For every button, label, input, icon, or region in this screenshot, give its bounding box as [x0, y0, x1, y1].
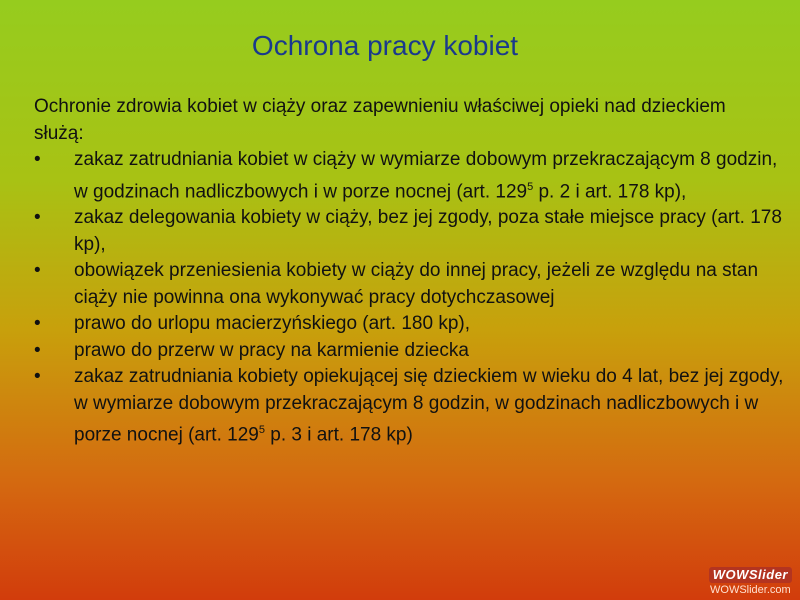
list-item-text-end: p. 3 i art. 178 kp) — [264, 424, 413, 446]
list-item — [34, 338, 784, 365]
list-item-text: zakaz zatrudniania kobiety opiekującej się dzieckiem w wieku do 4 lat, bez jej zgody, w wymiarze dobowym przekraczającym 8 godzin, w godzinach nadliczbowych i w porze nocnej (art. 129 — [74, 366, 784, 446]
list-item — [34, 147, 784, 205]
list-item-text: prawo do przerw w pracy na karmienie dziecka — [74, 339, 469, 361]
list-item-text: zakaz zatrudniania kobiet w ciąży w wymiarze dobowym przekraczającym 8 godzin, w godzinach nadliczbowych i w porze nocnej (art. 129 — [74, 149, 778, 202]
bullet-icon: • — [34, 313, 41, 335]
superscript: 5 — [527, 180, 534, 193]
list-item — [34, 205, 784, 258]
bullet-icon: • — [34, 207, 41, 229]
wowslider-url: WOWSlider.com — [710, 584, 791, 596]
list-item — [34, 258, 784, 311]
wowslider-logo: WOWSlider — [709, 567, 792, 583]
bullet-icon: • — [34, 339, 41, 361]
superscript: 5 — [258, 424, 265, 437]
list-item-text: zakaz delegowania kobiety w ciąży, bez jej zgody, poza stałe miejsce pracy (art. 178 kp), — [74, 207, 782, 255]
bullet-list — [34, 147, 784, 449]
bullet-icon: • — [34, 149, 41, 170]
list-item — [34, 364, 784, 449]
slide-title: Ochrona pracy kobiet — [251, 30, 519, 61]
list-item-text: prawo do urlopu macierzyńskiego (art. 180 kp), — [74, 313, 471, 335]
list-item-text-end: p. 2 i art. 178 kp), — [533, 180, 687, 202]
intro-text: Ochronie zdrowia kobiet w ciąży oraz zapewnieniu właściwej opieki nad dzieckiem służą: — [34, 96, 726, 144]
list-item — [34, 311, 784, 338]
bullet-icon: • — [34, 260, 41, 282]
wowslider-watermark[interactable] — [709, 566, 792, 596]
list-item-text: obowiązek przeniesienia kobiety w ciąży do innej pracy, jeżeli ze względu na stan ciąży nie powinna ona wykonywać pracy dotychczasowej — [74, 260, 759, 308]
bullet-icon: • — [34, 366, 41, 388]
